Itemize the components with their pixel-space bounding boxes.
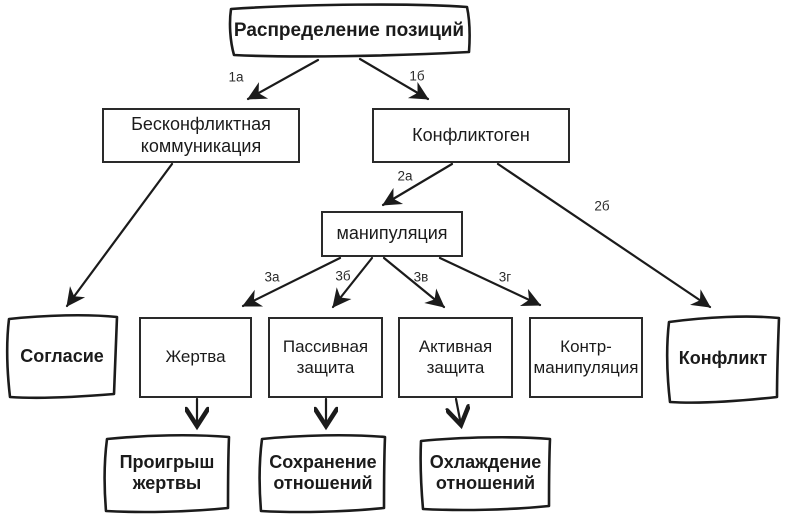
node-relations-preservation: Сохранение отношений [269, 451, 377, 493]
arrow-active-to-cooling [456, 399, 461, 425]
edge-label-3v: 3в [413, 269, 429, 285]
node-passive-defense: Пассивная защита [268, 317, 383, 398]
node-manipulation: манипуляция [321, 211, 463, 257]
node-active-defense: Активная защита [398, 317, 513, 398]
node-victim-loss: Проигрыш жертвы [119, 451, 215, 493]
edge-label-3g: 3г [498, 269, 512, 285]
edge-label-2b: 2б [594, 198, 610, 214]
arrow-conflictogen-to-manipulation [383, 164, 452, 205]
edge-label-2a: 2а [397, 168, 413, 184]
node-conflict-free-communication: Бесконфликтная коммуникация [102, 108, 300, 163]
node-conflict: Конфликт [678, 348, 768, 369]
node-victim: Жертва [139, 317, 252, 398]
node-conflictogen: Конфликтоген [372, 108, 570, 163]
node-counter-manipulation: Контр-манипуляция [529, 317, 643, 398]
edge-label-3a: 3а [264, 269, 280, 285]
arrow-manipulation-to-victim [243, 258, 340, 306]
arrow-conflictogen-to-conflict [498, 164, 710, 307]
arrow-no-conflict-to-agreement [67, 164, 172, 306]
arrow-root-to-no-conflict [248, 60, 318, 99]
arrow-manipulation-to-counter [440, 258, 540, 305]
node-position-distribution: Распределение позиций [233, 19, 465, 41]
node-agreement: Согласие [20, 346, 104, 367]
edge-label-1a: 1а [228, 69, 244, 85]
node-relations-cooling: Охлаждение отношений [429, 451, 542, 493]
edge-label-1b: 1б [409, 68, 425, 84]
edge-label-3b: 3б [335, 268, 351, 284]
